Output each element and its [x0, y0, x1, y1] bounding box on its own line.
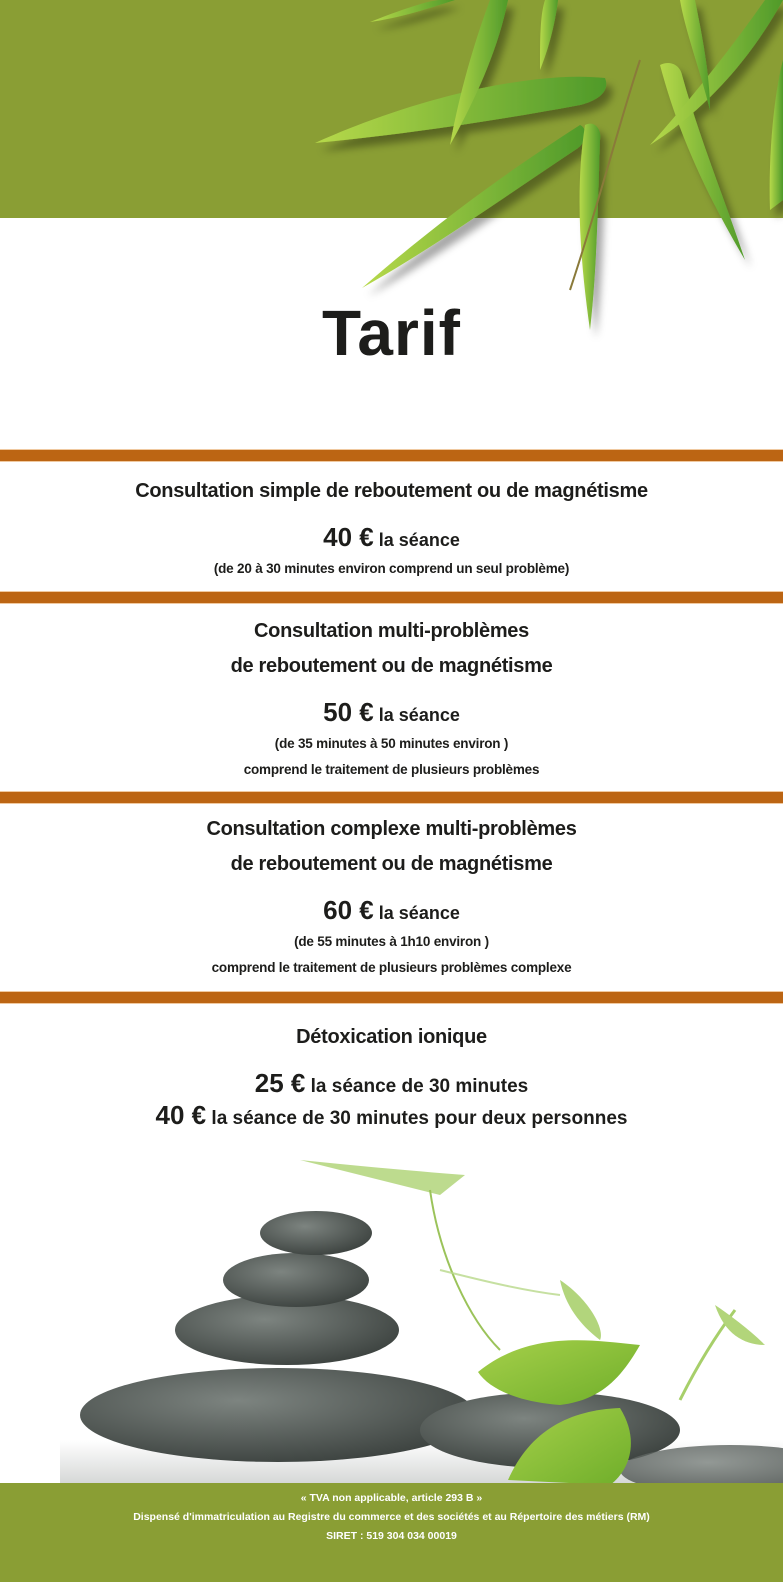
- service-simple: [0, 474, 783, 582]
- service-title: Consultation complexe multi-problèmes: [206, 818, 577, 840]
- price-amount: 40 €: [155, 1100, 207, 1130]
- service-price: [0, 894, 783, 929]
- price-label: la séance: [378, 705, 460, 725]
- footer: [0, 1483, 783, 1582]
- service-price: [0, 696, 783, 731]
- footer-registration: Dispensé d'immatriculation au Registre du commerce et des sociétés et au Répertoire des métiers (RM): [133, 1511, 650, 1523]
- divider: [0, 992, 783, 1003]
- divider: [0, 450, 783, 461]
- service-complex: [0, 812, 783, 981]
- price-label: la séance de 30 minutes pour deux personnes: [211, 1108, 628, 1129]
- service-note: comprend le traitement de plusieurs problèmes complexe: [211, 960, 572, 975]
- footer-siret: SIRET : 519 304 034 00019: [326, 1530, 457, 1542]
- footer-tva: « TVA non applicable, article 293 B »: [300, 1492, 483, 1504]
- service-price: [0, 521, 783, 556]
- price-label: la séance: [378, 530, 460, 550]
- service-title: Consultation simple de reboutement ou de magnétisme: [135, 480, 648, 502]
- service-note: (de 20 à 30 minutes environ comprend un seul problème): [213, 561, 570, 576]
- service-title: de reboutement ou de magnétisme: [230, 853, 553, 875]
- divider: [0, 592, 783, 603]
- price-amount: 40 €: [323, 522, 374, 552]
- divider: [0, 792, 783, 803]
- service-price: [0, 1069, 783, 1101]
- price-amount: 25 €: [254, 1068, 306, 1098]
- price-label: la séance de 30 minutes: [310, 1076, 529, 1097]
- service-title: de reboutement ou de magnétisme: [230, 655, 553, 677]
- service-price: [0, 1101, 783, 1133]
- zen-stones-icon: [0, 1140, 783, 1485]
- service-note: (de 35 minutes à 50 minutes environ ): [274, 736, 509, 751]
- service-title: Détoxication ionique: [296, 1026, 487, 1048]
- service-title: Consultation multi-problèmes: [254, 620, 529, 642]
- price-label: la séance: [378, 903, 460, 923]
- service-note: (de 55 minutes à 1h10 environ ): [294, 934, 489, 949]
- page-title: Tarif: [322, 297, 461, 369]
- service-detox: [0, 1020, 783, 1133]
- service-multi: [0, 614, 783, 783]
- service-note: comprend le traitement de plusieurs problèmes: [243, 762, 540, 777]
- price-amount: 60 €: [323, 895, 374, 925]
- price-amount: 50 €: [323, 697, 374, 727]
